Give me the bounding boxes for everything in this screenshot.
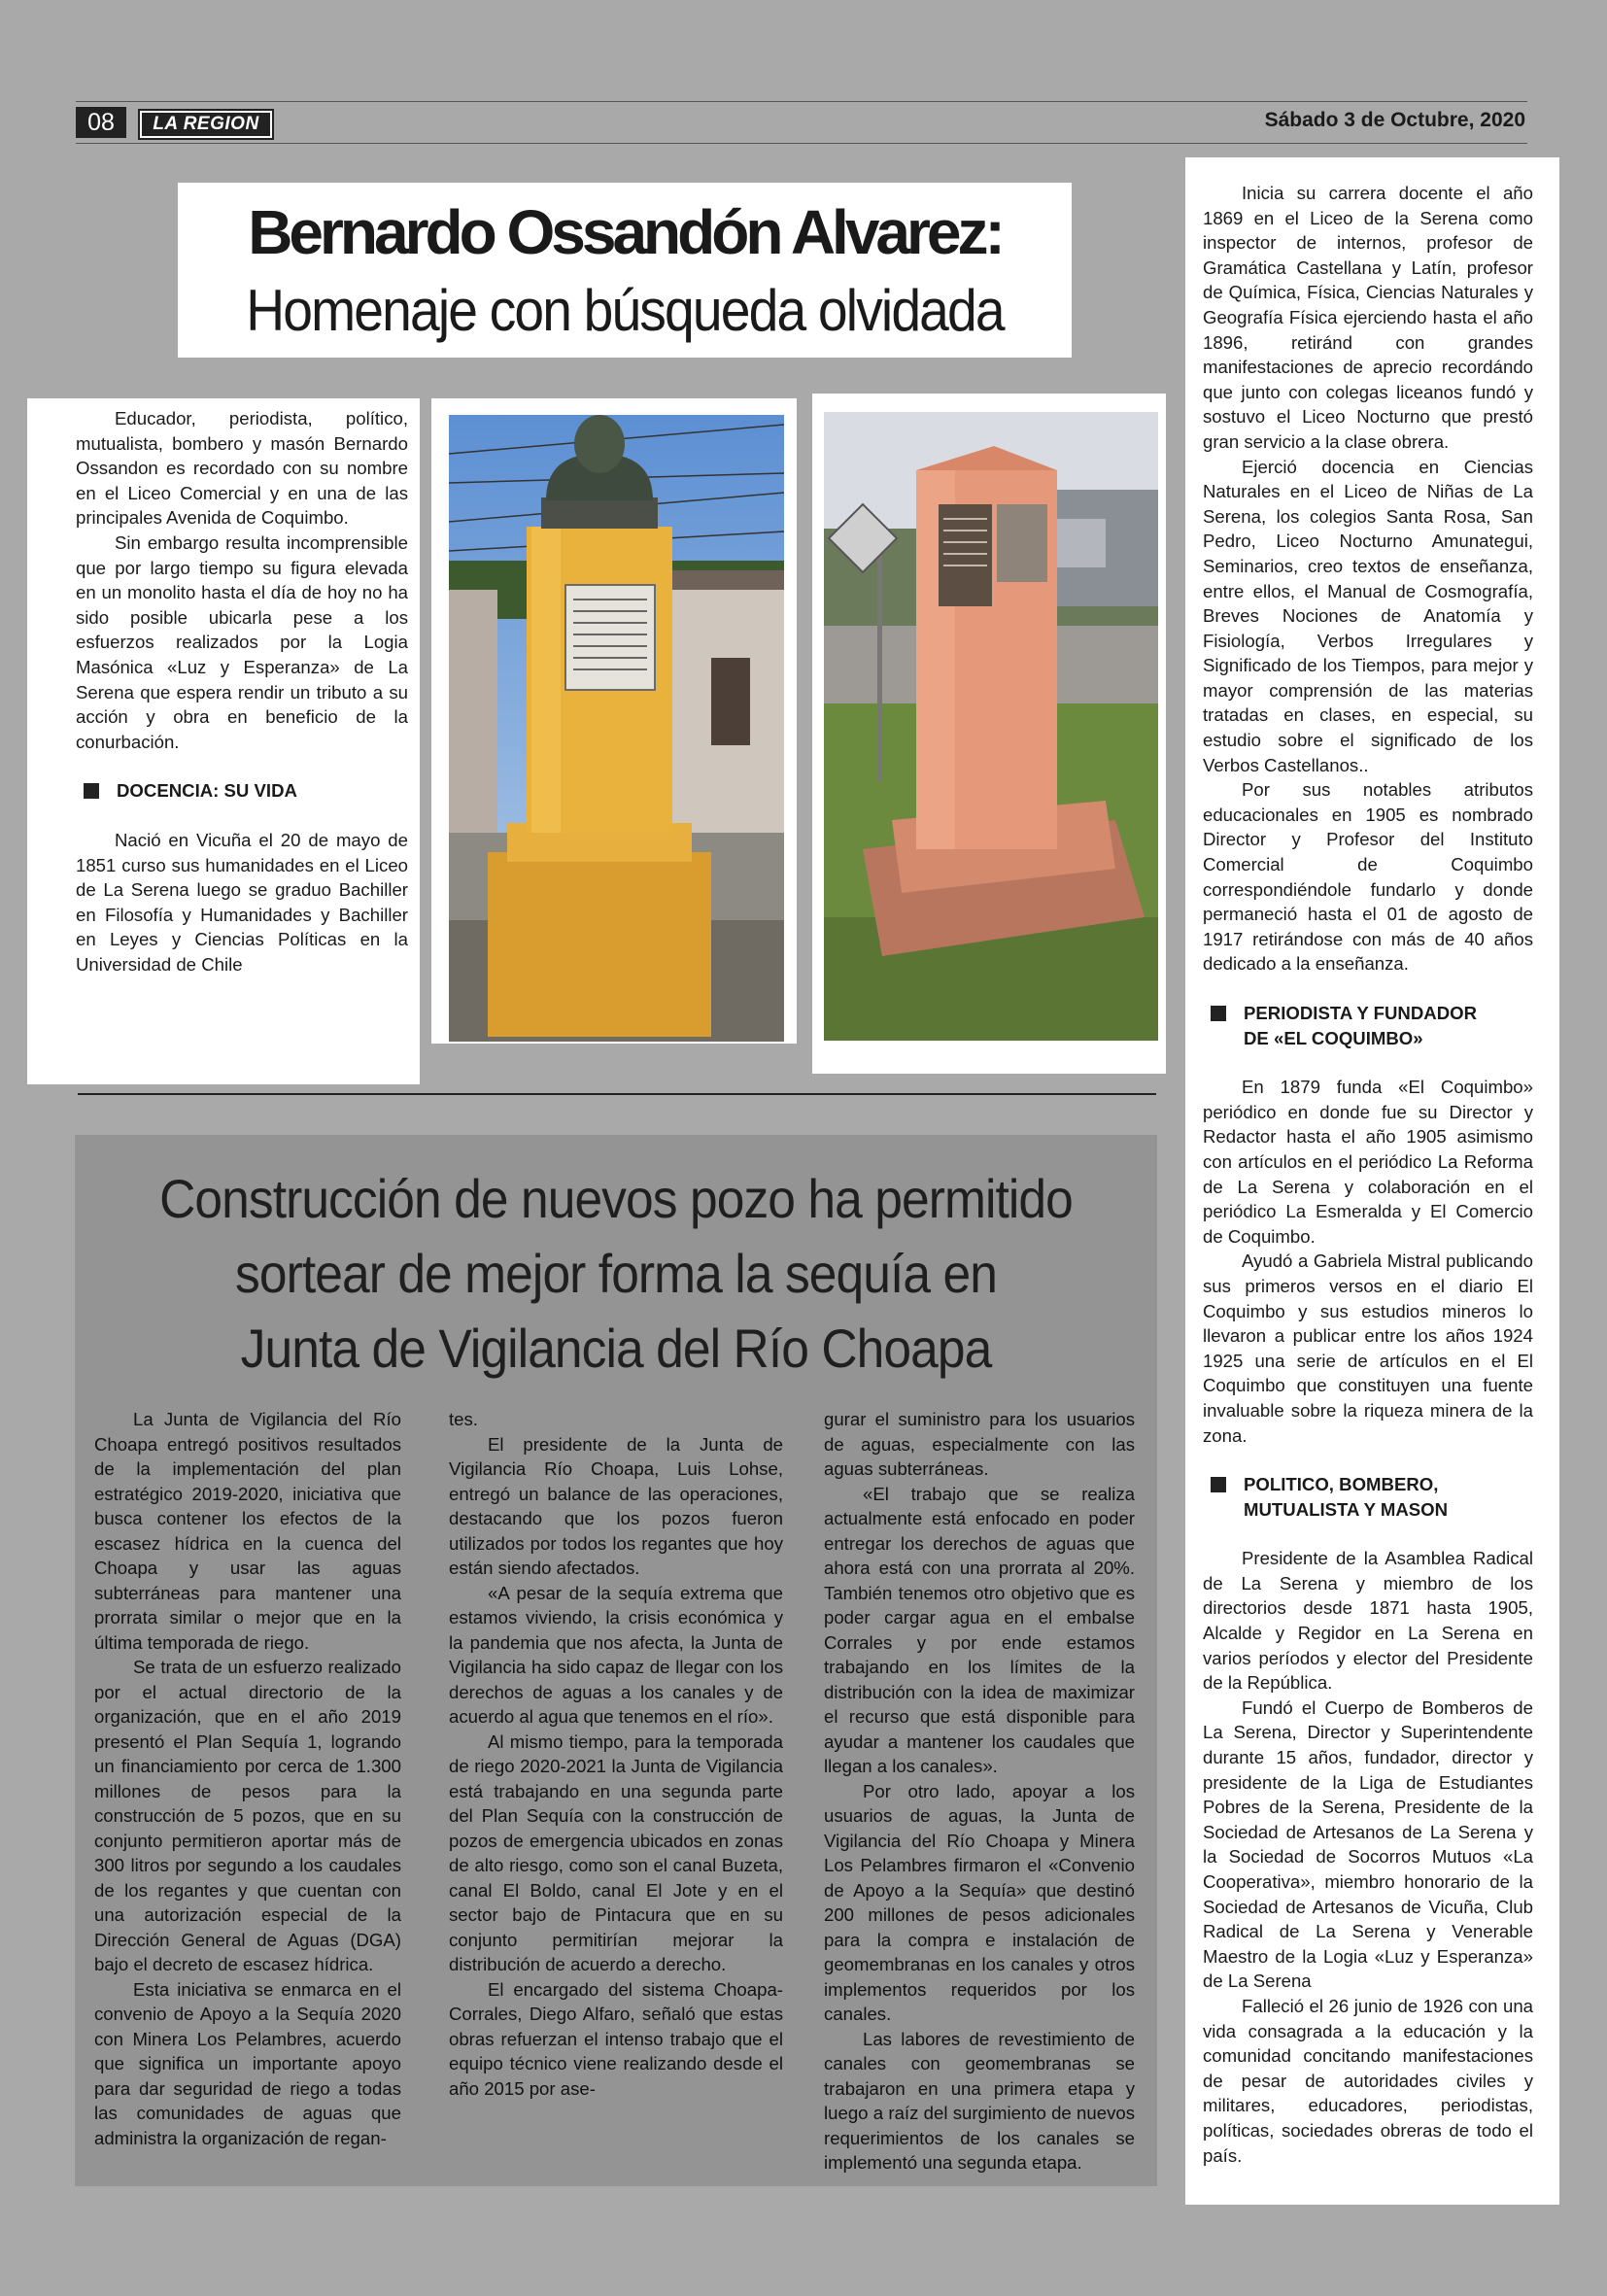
paragraph: Sin embargo resulta incomprensible que por largo tiempo su figura elevada en un monolito hasta el día de hoy no ha sido posible ubicarla pese a los esfuerzos realizados por la Logia Masónica «Luz y Esperanza» de La Serena que espera rendir un tributo a su acción y obra en beneficio de la conurbación. bbox=[76, 531, 408, 752]
header-bottom-rule bbox=[76, 143, 1527, 144]
paragraph: Falleció el 26 junio de 1926 con una vida consagrada a la educación y la comunidad concitando manifestaciones de pesar de autoridades civiles y militares, educadores, periodistas, políticas, sociedades obreras de todo el país. bbox=[1203, 1995, 1533, 2166]
article2-column-3 bbox=[824, 1407, 1135, 2176]
paragraph: La Junta de Vigilancia del Río Choapa entregó positivos resultados de la implementación del plan estratégico 2019-2020, iniciativa que busca contener los efectos de la escasez hídrica en la cuenca del Choapa y usar las aguas subterráneas para mantener una prorrata similar o mejor que en la última temporada de riego. bbox=[94, 1409, 401, 1653]
section-divider bbox=[78, 1093, 1156, 1095]
section-heading-text: MUTUALISTA Y MASON bbox=[1244, 1498, 1449, 1520]
paragraph: «El trabajo que se realiza actualmente está enfocado en poder entregar los derechos de aguas que ahora está con una prorrata al 20%. También tenemos otro objetivo que es poder cargar agua en el embalse Corrales y por ende estamos trabajando en los límites de la distribución con la idea de maximizar el recurso que está disponible para ayudar a mantener los caudales que llegan a los canales». bbox=[824, 1483, 1135, 1776]
paragraph: Fundó el Cuerpo de Bomberos de La Serena, Director y Superintendente durante 15 años, fundador, director y presidente de la Liga de Estudiantes Pobres de la Serena, Presidente de la Sociedad de Artesanos de La Serena y la Sociedad de Socorros Mutuos «La Cooperativa», miembro honorario de la Sociedad de Artesanos de Vicuña, Club Radical de La Serena y Venerable Maestro de la Logia «Luz y Esperanza» de La Serena bbox=[1203, 1696, 1533, 1992]
left-column bbox=[76, 406, 408, 977]
paragraph: Nació en Vicuña el 20 de mayo de 1851 curso sus humanidades en el Liceo de La Serena luego se graduo Bachiller en Filosofía y Humanidades y Bachiller en Leyes y Ciencias Políticas en la Universidad de Chile bbox=[76, 829, 408, 975]
issue-date: Sábado 3 de Octubre, 2020 bbox=[1264, 109, 1525, 131]
section-heading-text: POLITICO, BOMBERO, bbox=[1244, 1474, 1439, 1495]
paragraph: Inicia su carrera docente el año 1869 en el Liceo de la Serena como inspector de internos, profesor de Gramática Castellana y Latín, profesor de Química, Física, Ciencias Naturales y Geografía Física ejerciendo hasta el año 1896, retiránd con grandes manifestaciones de aprecio recordándo que junto con colegas liceanos fundó y sostuvo el Liceo Nocturno que prestó gran servicio a la clase obrera. bbox=[1203, 183, 1533, 452]
article-title-box bbox=[178, 183, 1072, 358]
paragraph: Al mismo tiempo, para la temporada de riego 2020-2021 la Junta de Vigilancia está trabajando en una segunda parte del Plan Sequía con la construcción de pozos de emergencia ubicados en zonas de alto riesgo, como son el canal Buzeta, canal El Boldo, canal El Jote y en el sector bajo de Pintacura que en su conjunto permitirían mejorar la distribución de acuerdo a derecho. bbox=[449, 1731, 783, 1974]
paragraph: Por sus notables atributos educacionales en 1905 es nombrado Director y Profesor del Instituto Comercial de Coquimbo correspondiéndole fundarlo y donde permaneció hasta el 01 de agosto de 1917 retirándose con más de 40 años dedicado a la enseñanza. bbox=[1203, 779, 1533, 975]
paragraph: El encargado del sistema Choapa-Corrales, Diego Alfaro, señaló que estas obras refuerzan el intenso trabajo que el equipo técnico viene realizando desde el año 2015 por ase- bbox=[449, 1978, 783, 2099]
paragraph: Presidente de la Asamblea Radical de La Serena y miembro de los directorios desde 1871 hasta 1905, Alcalde y Regidor en La Serena en varios períodos y elector del Presidente de la República. bbox=[1203, 1548, 1533, 1694]
newspaper-logo: LA REGION bbox=[138, 109, 274, 140]
paragraph: «A pesar de la sequía extrema que estamos viviendo, la crisis económica y la pandemia que nos afecta, la Junta de Vigilancia ha sido capaz de llegar con los derechos de aguas a los canales y de acuerdo al agua que tenemos en el río». bbox=[449, 1582, 783, 1727]
paragraph: tes. bbox=[449, 1409, 478, 1429]
section-heading bbox=[1203, 1472, 1533, 1522]
secondary-article-title bbox=[75, 1161, 1157, 1386]
paragraph: Ejerció docencia en Ciencias Naturales en el Liceo de Niñas de La Serena, los colegios Santa Rosa, San Pedro, Liceo Nocturno Amunategui, Seminarios, creo textos de enseñanza, entre ellos, el Manual de Cosmografía, Breves Nociones de Anatomía y Fisiología, Verbos Irregulares y Significado de los Tiempos, para mejor y mayor comprensión de las materias tratadas en clases, en especial, su estudio sobre el significado de los Verbos Castellanos.. bbox=[1203, 456, 1533, 775]
section-heading-text: DOCENCIA: SU VIDA bbox=[117, 780, 297, 802]
page-number: 08 bbox=[76, 107, 126, 138]
section-heading bbox=[76, 778, 408, 804]
paragraph: El presidente de la Junta de Vigilancia Río Choapa, Luis Lohse, entregó un balance de las operaciones, destacando que los pozos fueron utilizados por todos los regantes que hoy están siendo afectados. bbox=[449, 1433, 783, 1578]
paragraph: gurar el suministro para los usuarios de aguas, especialmente con las aguas subterráneas. bbox=[824, 1409, 1135, 1479]
paragraph: Ayudó a Gabriela Mistral publicando sus primeros versos en el diario El Coquimbo y sus estudios mineros lo llevaron a publicar entre los años 1924 1925 una serie de artículos en el El Coquimbo que constituyen una fuente invaluable sobre la riqueza minera de la zona. bbox=[1203, 1251, 1533, 1446]
article2-column-2 bbox=[449, 1407, 783, 2101]
article2-column-1 bbox=[94, 1407, 401, 2150]
monument-photo-yellow bbox=[449, 415, 784, 1042]
bullet-square-icon bbox=[1211, 1477, 1226, 1492]
section-heading-text: DE «EL COQUIMBO» bbox=[1244, 1027, 1423, 1048]
title-line: sortear de mejor forma la sequía en bbox=[235, 1243, 997, 1304]
title-line: Junta de Vigilancia del Río Choapa bbox=[240, 1318, 992, 1379]
paragraph: Esta iniciativa se enmarca en el convenio de Apoyo a la Sequía 2020 con Minera Los Pelambres, acuerdo que significa un importante apoyo para dar seguridad de riego a todas las comunidades de aguas que administra la organización de regan- bbox=[94, 1978, 401, 2148]
yellow-monument-image bbox=[449, 415, 784, 1042]
monument-photo-salmon bbox=[824, 412, 1158, 1041]
paragraph: Educador, periodista, político, mutualista, bombero y masón Bernardo Ossandon es recordado con su nombre en el Liceo Comercial y en una de las principales Avenida de Coquimbo. bbox=[76, 408, 408, 529]
bullet-square-icon bbox=[1211, 1006, 1226, 1021]
article-title: Bernardo Ossandón Alvarez: bbox=[248, 197, 1002, 267]
paragraph: Se trata de un esfuerzo realizado por el actual directorio de la organización, que en el año 2019 presentó el Plan Sequía 1, logrando un financiamiento por cerca de 1.300 millones de pesos para la construcción de 5 pozos, que en su conjunto permitieron aportar más de 300 litros por segundo a los caudales de los regantes y que cuentan con una autorización especial de la Dirección General de Aguas (DGA) bajo el decreto de escasez hídrica. bbox=[94, 1657, 401, 1974]
bullet-square-icon bbox=[84, 783, 99, 799]
article-subtitle: Homenaje con búsqueda olvidada bbox=[246, 278, 1004, 343]
salmon-monument-image bbox=[824, 412, 1158, 1041]
section-heading-text: PERIODISTA Y FUNDADOR bbox=[1244, 1003, 1478, 1023]
paragraph: En 1879 funda «El Coquimbo» periódico en donde fue su Director y Redactor hasta el año 1905 asimismo con artículos en el periódico La Reforma de La Serena y colaboración en el periódico La Esmeralda y El Comercio de Coquimbo. bbox=[1203, 1077, 1533, 1247]
paragraph: Las labores de revestimiento de canales con geomembranas se trabajaron en una primera etapa y luego a raíz del surgimiento de nuevos requerimientos de los canales se implementó una segunda etapa. bbox=[824, 2028, 1135, 2173]
header-top-rule bbox=[76, 101, 1527, 102]
title-line: Construcción de nuevos pozo ha permitido bbox=[159, 1168, 1073, 1229]
right-column bbox=[1203, 181, 1533, 2168]
paragraph: Por otro lado, apoyar a los usuarios de aguas, la Junta de Vigilancia del Río Choapa y Minera Los Pelambres firmaron el «Convenio de Apoyo a la Sequía» que destinó 200 millones de pesos adicionales para la compra e instalación de geomembranas en los canales y otros implementos requeridos por los canales. bbox=[824, 1780, 1135, 2024]
section-heading bbox=[1203, 1001, 1533, 1050]
